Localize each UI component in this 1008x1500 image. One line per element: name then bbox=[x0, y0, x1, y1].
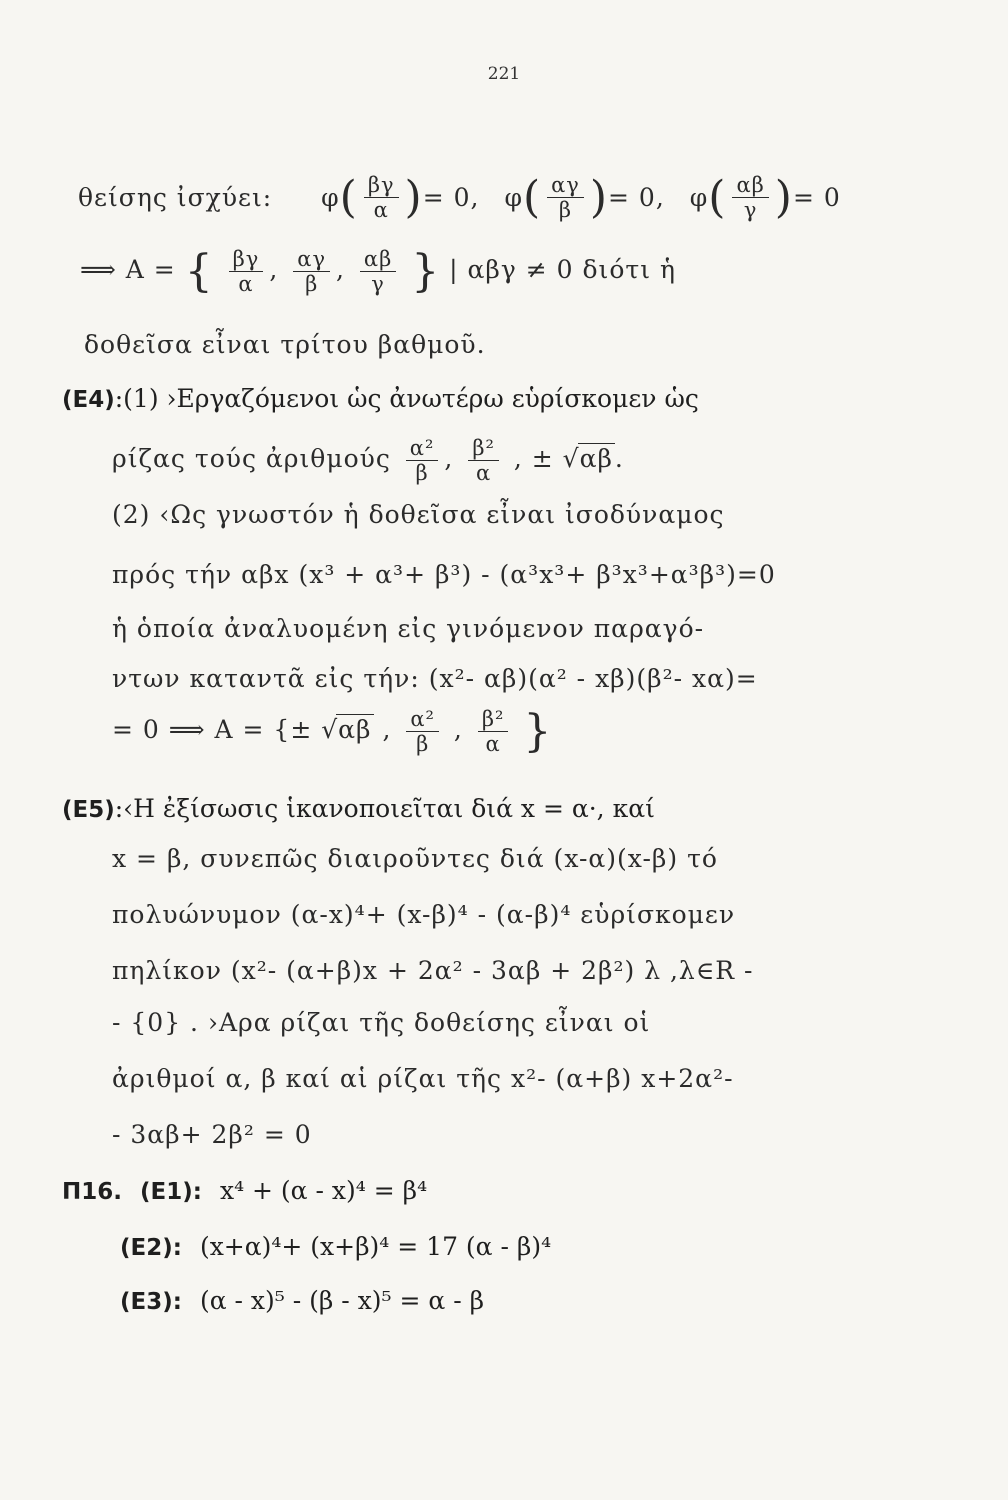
fraction: $\frac{\text{α²}}{\beta}$ bbox=[406, 707, 439, 756]
fraction: $\frac{\alpha\beta}{\gamma}$ bbox=[732, 173, 768, 222]
p16-e3-label: (E3): bbox=[120, 1289, 182, 1315]
fraction: $\frac{\beta\gamma}{\alpha}$ bbox=[364, 173, 399, 222]
e4-line-5: ἡ ὁποία ἀναλυομένη εἰς γινόμενον παραγό- bbox=[112, 614, 705, 643]
fraction: $\frac{\alpha\gamma}{\beta}$ bbox=[293, 247, 330, 296]
e4-line-2: ρίζας τούς ἀριθμούς $\frac{\text{α²}}{\beta}$ , $\frac{\text{β²}}{\alpha}$ , ± √αβ. bbox=[112, 436, 624, 486]
p16-e3-equation: (α - x)⁵ - (β - x)⁵ = α - β bbox=[199, 1286, 485, 1315]
e5-label: (E5) bbox=[62, 797, 115, 823]
phi-symbol: φ bbox=[321, 183, 340, 212]
e5-line-1: :‹Η ἐξίσωσις ἱκανοποιεῖται διά x = α·, καί bbox=[114, 794, 655, 823]
p16-e1-label: (E1): bbox=[140, 1179, 202, 1205]
p16-e2 bbox=[120, 1232, 551, 1261]
e4-line-7: = 0 ⟹ A = {± √αβ , $\frac{\text{α²}}{\beta}$ , $\frac{\text{β²}}{\alpha}$ } bbox=[112, 706, 553, 757]
e5-line-4: πηλίκον (x²- (α+β)x + 2α² - 3αβ + 2β²) λ ,λ∈R - bbox=[112, 956, 754, 985]
p16-label: Π16. bbox=[62, 1179, 122, 1205]
p16-e2-label: (E2): bbox=[120, 1235, 182, 1261]
condition-text: θείσης ἰσχύει: bbox=[78, 183, 273, 212]
line-set-a: ⟹ A = { $\frac{\beta\gamma}{\alpha}$ , $\frac{\alpha\gamma}{\beta}$ , $\frac{\alpha\beta}{\gamma}$ } | αβγ ≠ 0 διότι ἡ bbox=[80, 246, 676, 297]
e5-line-6: ἀριθμοί α, β καί αἱ ρίζαι τῆς x²- (α+β) x+2α²- bbox=[112, 1064, 734, 1093]
fraction: $\frac{\beta\gamma}{\alpha}$ bbox=[229, 247, 264, 296]
e4-line-1: :(1) ›Εργαζόμενοι ὡς ἀνωτέρω εὑρίσκομεν ὡς bbox=[114, 384, 699, 413]
e5-line-3: πολυώνυμον (α-x)⁴+ (x-β)⁴ - (α-β)⁴ εὑρίσκομεν bbox=[112, 900, 736, 929]
fraction: $\frac{\text{β²}}{\alpha}$ bbox=[468, 436, 499, 485]
line-condition: θείσης ἰσχύει: φ ( $\frac{\beta\gamma}{\alpha}$ ) = 0 , φ ( $\frac{\alpha\gamma}{\beta}$ ) = 0 , φ ( $\frac{\alpha\beta}{\gamma}$ ) = 0 bbox=[78, 172, 841, 223]
fraction: $\frac{\alpha\gamma}{\beta}$ bbox=[547, 173, 584, 222]
p16-e3 bbox=[120, 1286, 484, 1315]
p16-heading bbox=[62, 1176, 427, 1205]
sqrt-ab: αβ bbox=[338, 715, 372, 744]
e5-line-7: - 3αβ+ 2β² = 0 bbox=[112, 1120, 312, 1149]
e5-heading bbox=[62, 794, 655, 823]
e4-line-3: (2) ‹Ως γνωστόν ἡ δοθεῖσα εἶναι ἰσοδύναμος bbox=[112, 500, 725, 529]
p16-e1-equation: x⁴ + (α - x)⁴ = β⁴ bbox=[219, 1176, 428, 1205]
condition-tail: | αβγ ≠ 0 διότι ἡ bbox=[449, 255, 676, 284]
e4-line-4: πρός τήν αβx (x³ + α³+ β³) - (α³x³+ β³x³+α³β³)=0 bbox=[112, 560, 776, 589]
sqrt-ab: αβ bbox=[579, 444, 613, 474]
e4-line-6: ντων καταντᾶ εἰς τήν: (x²- αβ)(α² - xβ)(β²- xα)= bbox=[112, 664, 758, 693]
e5-line-5: - {0} . ›Αρα ρίζαι τῆς δοθείσης εἶναι οἱ bbox=[112, 1008, 651, 1037]
line-degree: δοθεῖσα εἶναι τρίτου βαθμοῦ. bbox=[84, 330, 486, 359]
e4-label: (E4) bbox=[62, 387, 115, 413]
e5-line-2: x = β, συνεπῶς διαιροῦντες διά (x-α)(x-β) τό bbox=[112, 844, 718, 873]
implies-arrow: ⟹ A = bbox=[80, 255, 176, 284]
p16-e2-equation: (x+α)⁴+ (x+β)⁴ = 17 (α - β)⁴ bbox=[199, 1232, 552, 1261]
page-number: 221 bbox=[487, 64, 521, 84]
fraction: $\frac{\text{α²}}{\beta}$ bbox=[406, 436, 439, 485]
e4-heading bbox=[62, 384, 699, 413]
fraction: $\frac{\text{β²}}{\alpha}$ bbox=[478, 707, 509, 756]
fraction: $\frac{\alpha\beta}{\gamma}$ bbox=[360, 247, 396, 296]
